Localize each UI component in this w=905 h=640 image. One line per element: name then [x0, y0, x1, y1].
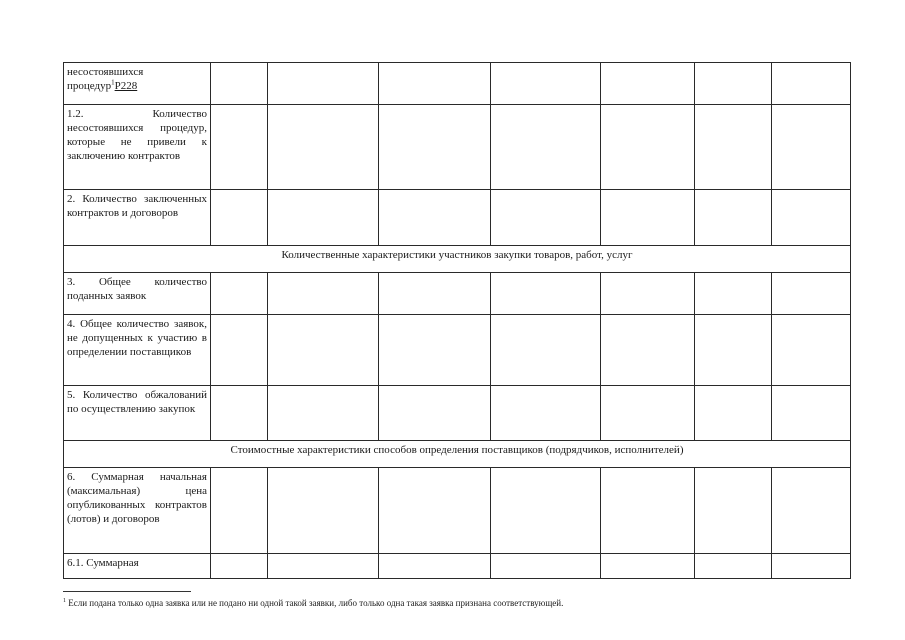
table-cell [211, 190, 268, 246]
table-row [64, 63, 851, 105]
table-cell [695, 468, 772, 554]
table-cell [379, 468, 491, 554]
table-cell [211, 105, 268, 190]
table-cell [695, 315, 772, 386]
table-cell [268, 273, 379, 315]
row-label-cell: 5. Количество обжалований по осуществлению закупок [64, 386, 211, 441]
table-cell [695, 386, 772, 441]
table-row [64, 273, 851, 315]
section-header-row [64, 441, 851, 468]
table-cell [772, 468, 851, 554]
table-cell [601, 468, 695, 554]
table-cell [772, 554, 851, 579]
table-cell [379, 386, 491, 441]
table-cell [772, 386, 851, 441]
table-cell [268, 105, 379, 190]
table-cell [772, 63, 851, 105]
table-row [64, 468, 851, 554]
row-label-cell: 1.2. Количество несостоявшихся процедур, которые не привели к заключению контрактов [64, 105, 211, 190]
table-cell [772, 273, 851, 315]
table-cell [491, 273, 601, 315]
row-label-cell: 4. Общее количество заявок, не допущенных к участию в определении поставщиков [64, 315, 211, 386]
row-label-cell: 6.1. Суммарная [64, 554, 211, 579]
table-cell [268, 63, 379, 105]
table-cell [491, 105, 601, 190]
row-label-cell: 6. Суммарная начальная (максимальная) цена опубликованных контрактов (лотов) и договоров [64, 468, 211, 554]
table-row [64, 105, 851, 190]
table-cell [379, 63, 491, 105]
table-cell [268, 554, 379, 579]
table-cell [211, 315, 268, 386]
table-cell [268, 315, 379, 386]
footnote-text: Если подана только одна заявка или не подано ни одной такой заявки, либо только одна такая заявка признана соответствующей. [68, 598, 564, 608]
table-cell [211, 468, 268, 554]
table-cell [601, 105, 695, 190]
table-cell [268, 468, 379, 554]
table-cell [491, 386, 601, 441]
table-cell [601, 386, 695, 441]
table-cell [601, 63, 695, 105]
table-row [64, 554, 851, 579]
table-cell [379, 273, 491, 315]
footnote [63, 597, 563, 609]
table-cell [601, 315, 695, 386]
table-cell [268, 190, 379, 246]
section-header: Количественные характеристики участников закупки товаров, работ, услуг [64, 246, 851, 273]
table-cell [601, 554, 695, 579]
table-cell [379, 315, 491, 386]
table-cell [211, 63, 268, 105]
table-cell [695, 63, 772, 105]
table-cell [379, 190, 491, 246]
table-row [64, 386, 851, 441]
footnote-reference[interactable]: 1 [111, 78, 115, 87]
section-header: Стоимостные характеристики способов определения поставщиков (подрядчиков, исполнителей) [64, 441, 851, 468]
table-cell [772, 105, 851, 190]
table-cell [491, 63, 601, 105]
section-header-row [64, 246, 851, 273]
cross-reference-link[interactable]: P228 [114, 80, 138, 92]
table-cell [491, 315, 601, 386]
table-cell [379, 554, 491, 579]
table-cell [772, 190, 851, 246]
row-label-cell: 3. Общее количество поданных заявок [64, 273, 211, 315]
table-cell [379, 105, 491, 190]
table-cell [211, 386, 268, 441]
table-cell [211, 554, 268, 579]
table-cell [491, 190, 601, 246]
table-cell [491, 554, 601, 579]
row-label-cell [64, 63, 211, 105]
table-cell [601, 273, 695, 315]
row-label-cell: 2. Количество заключенных контрактов и договоров [64, 190, 211, 246]
table-cell [695, 273, 772, 315]
table-cell [211, 273, 268, 315]
table-row [64, 190, 851, 246]
table-cell [695, 190, 772, 246]
table-cell [695, 554, 772, 579]
table-row [64, 315, 851, 386]
footnote-separator [63, 591, 191, 592]
statistics-table [63, 62, 851, 579]
table-cell [695, 105, 772, 190]
table-cell [772, 315, 851, 386]
footnote-marker: 1 [63, 598, 66, 604]
table-cell [491, 468, 601, 554]
table-cell [268, 386, 379, 441]
table-cell [601, 190, 695, 246]
row-label-text: несостоявшихся процедур [67, 66, 144, 92]
